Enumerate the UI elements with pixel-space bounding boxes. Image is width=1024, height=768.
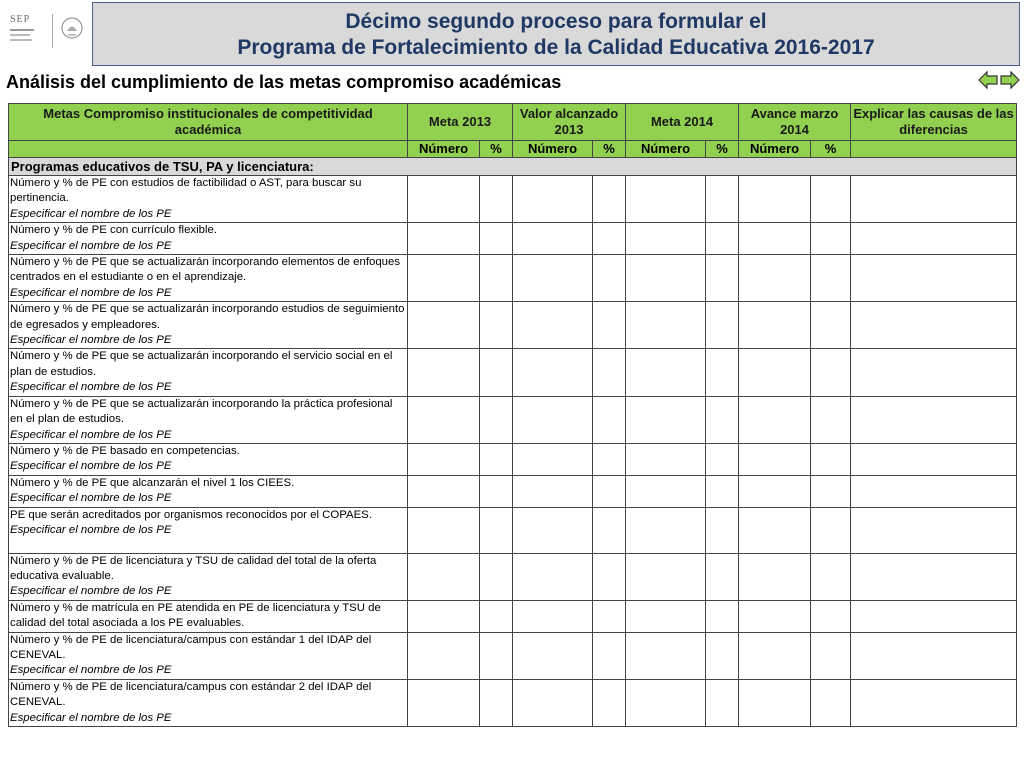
cell-meta2013-percent[interactable] xyxy=(480,553,513,600)
cell-explicar[interactable] xyxy=(851,255,1017,302)
cell-avance-numero[interactable] xyxy=(739,443,811,475)
cell-meta2013-percent[interactable] xyxy=(480,302,513,349)
cell-avance-numero[interactable] xyxy=(739,302,811,349)
cell-avance-percent[interactable] xyxy=(811,302,851,349)
cell-meta2013-percent[interactable] xyxy=(480,223,513,255)
meta-description: Número y % de PE que se actualizarán incorporando el servicio social en el plan de estudios. Especificar el nombre de los PE xyxy=(9,349,408,396)
cell-valor-numero[interactable] xyxy=(513,396,593,443)
header-metas: Metas Compromiso institucionales de competitividad académica xyxy=(9,104,408,141)
table-row xyxy=(9,223,1017,255)
subheader-numero: Número xyxy=(626,141,706,158)
subheader-percent: % xyxy=(480,141,513,158)
logo-divider xyxy=(52,14,53,48)
cell-avance-percent[interactable] xyxy=(811,223,851,255)
cell-valor-percent[interactable] xyxy=(593,679,626,726)
arrow-right-icon[interactable] xyxy=(1000,70,1020,90)
cell-valor-numero[interactable] xyxy=(513,507,593,553)
cell-meta2014-numero[interactable] xyxy=(626,302,706,349)
table-row xyxy=(9,507,1017,553)
cell-avance-numero[interactable] xyxy=(739,223,811,255)
cell-explicar[interactable] xyxy=(851,553,1017,600)
cell-meta2013-numero[interactable] xyxy=(408,396,480,443)
cell-avance-percent[interactable] xyxy=(811,553,851,600)
cell-avance-numero[interactable] xyxy=(739,679,811,726)
cell-meta2013-numero[interactable] xyxy=(408,443,480,475)
cell-meta2014-numero[interactable] xyxy=(626,679,706,726)
cell-meta2013-percent[interactable] xyxy=(480,632,513,679)
meta-description: Número y % de PE con currículo flexible. Especificar el nombre de los PE xyxy=(9,223,408,255)
table-row xyxy=(9,632,1017,679)
cell-avance-percent[interactable] xyxy=(811,255,851,302)
header-avance: Avance marzo 2014 xyxy=(739,104,851,141)
cell-valor-percent[interactable] xyxy=(593,396,626,443)
cell-valor-percent[interactable] xyxy=(593,600,626,632)
cell-avance-percent[interactable] xyxy=(811,507,851,553)
cell-explicar[interactable] xyxy=(851,507,1017,553)
cell-meta2014-percent[interactable] xyxy=(706,600,739,632)
cell-avance-percent[interactable] xyxy=(811,396,851,443)
cell-meta2014-numero[interactable] xyxy=(626,255,706,302)
cell-meta2013-numero[interactable] xyxy=(408,475,480,507)
cell-meta2014-numero[interactable] xyxy=(626,632,706,679)
cell-valor-numero[interactable] xyxy=(513,632,593,679)
cell-meta2014-percent[interactable] xyxy=(706,302,739,349)
header-valor-alcanzado: Valor alcanzado 2013 xyxy=(513,104,626,141)
cell-avance-percent[interactable] xyxy=(811,679,851,726)
cell-valor-percent[interactable] xyxy=(593,349,626,396)
cell-meta2013-percent[interactable] xyxy=(480,176,513,223)
cell-valor-percent[interactable] xyxy=(593,632,626,679)
cell-valor-numero[interactable] xyxy=(513,553,593,600)
cell-avance-numero[interactable] xyxy=(739,632,811,679)
cell-avance-percent[interactable] xyxy=(811,632,851,679)
cell-meta2014-numero[interactable] xyxy=(626,349,706,396)
cell-meta2013-numero[interactable] xyxy=(408,600,480,632)
cell-meta2013-numero[interactable] xyxy=(408,176,480,223)
title-line-1: Décimo segundo proceso para formular el xyxy=(345,10,767,33)
cell-valor-percent[interactable] xyxy=(593,176,626,223)
cell-valor-numero[interactable] xyxy=(513,302,593,349)
cell-valor-numero[interactable] xyxy=(513,600,593,632)
subheader-blank xyxy=(9,141,408,158)
cell-meta2013-numero[interactable] xyxy=(408,255,480,302)
cell-valor-numero[interactable] xyxy=(513,176,593,223)
table-row xyxy=(9,176,1017,223)
cell-meta2014-numero[interactable] xyxy=(626,443,706,475)
cell-meta2013-percent[interactable] xyxy=(480,679,513,726)
header-meta-2013: Meta 2013 xyxy=(408,104,513,141)
cell-avance-numero[interactable] xyxy=(739,396,811,443)
cell-avance-numero[interactable] xyxy=(739,255,811,302)
meta-description: Número y % de PE basado en competencias. Especificar el nombre de los PE xyxy=(9,443,408,475)
section-title: Programas educativos de TSU, PA y licenciatura: xyxy=(9,158,1017,176)
table-row xyxy=(9,600,1017,632)
cell-meta2013-percent[interactable] xyxy=(480,507,513,553)
coat-of-arms-icon xyxy=(60,16,84,42)
cell-avance-numero[interactable] xyxy=(739,475,811,507)
cell-meta2014-percent[interactable] xyxy=(706,176,739,223)
sep-logo-text: SEP xyxy=(10,14,31,25)
cell-explicar[interactable] xyxy=(851,302,1017,349)
cell-valor-percent[interactable] xyxy=(593,443,626,475)
cell-avance-percent[interactable] xyxy=(811,475,851,507)
cell-explicar[interactable] xyxy=(851,349,1017,396)
cell-valor-numero[interactable] xyxy=(513,255,593,302)
table-row xyxy=(9,553,1017,600)
cell-meta2014-percent[interactable] xyxy=(706,255,739,302)
cell-meta2014-numero[interactable] xyxy=(626,553,706,600)
cell-meta2013-percent[interactable] xyxy=(480,475,513,507)
meta-description: Número y % de PE de licenciatura y TSU de calidad del total de la oferta educativa evaluable. Especificar el nombre de los PE xyxy=(9,553,408,600)
cell-meta2013-percent[interactable] xyxy=(480,349,513,396)
cell-valor-numero[interactable] xyxy=(513,475,593,507)
cell-meta2013-numero[interactable] xyxy=(408,679,480,726)
cell-meta2013-percent[interactable] xyxy=(480,255,513,302)
meta-description: Número y % de matrícula en PE atendida en PE de licenciatura y TSU de calidad del total asociada a los PE evaluables. xyxy=(9,600,408,632)
cell-meta2014-numero[interactable] xyxy=(626,223,706,255)
meta-description: Número y % de PE de licenciatura/campus con estándar 1 del IDAP del CENEVAL. Especificar el nombre de los PE xyxy=(9,632,408,679)
cell-meta2013-percent[interactable] xyxy=(480,600,513,632)
cell-meta2014-numero[interactable] xyxy=(626,475,706,507)
title-line-2: Programa de Fortalecimiento de la Calidad Educativa 2016-2017 xyxy=(237,36,875,59)
meta-description: Número y % de PE que se actualizarán incorporando elementos de enfoques centrados en el estudiante o en el aprendizaje. Especificar el nombre de los PE xyxy=(9,255,408,302)
cell-meta2013-percent[interactable] xyxy=(480,396,513,443)
table-row xyxy=(9,302,1017,349)
metas-table xyxy=(8,103,1017,727)
cell-meta2013-numero[interactable] xyxy=(408,632,480,679)
subheader-percent: % xyxy=(811,141,851,158)
cell-explicar[interactable] xyxy=(851,632,1017,679)
subheader-percent: % xyxy=(593,141,626,158)
cell-explicar[interactable] xyxy=(851,600,1017,632)
cell-meta2013-numero[interactable] xyxy=(408,507,480,553)
cell-valor-percent[interactable] xyxy=(593,475,626,507)
cell-valor-numero[interactable] xyxy=(513,349,593,396)
header-explicar: Explicar las causas de las diferencias xyxy=(851,104,1017,141)
cell-valor-percent[interactable] xyxy=(593,302,626,349)
arrow-left-icon[interactable] xyxy=(978,70,998,90)
cell-meta2014-numero[interactable] xyxy=(626,396,706,443)
cell-avance-numero[interactable] xyxy=(739,176,811,223)
cell-meta2013-numero[interactable] xyxy=(408,349,480,396)
cell-meta2014-numero[interactable] xyxy=(626,176,706,223)
cell-avance-percent[interactable] xyxy=(811,176,851,223)
table-row xyxy=(9,255,1017,302)
meta-description: Número y % de PE que alcanzarán el nivel 1 los CIEES. Especificar el nombre de los PE xyxy=(9,475,408,507)
meta-description: PE que serán acreditados por organismos reconocidos por el COPAES. Especificar el nombre de los PE xyxy=(9,507,408,553)
title-banner xyxy=(92,2,1020,66)
cell-meta2014-numero[interactable] xyxy=(626,600,706,632)
table-row xyxy=(9,679,1017,726)
cell-meta2013-numero[interactable] xyxy=(408,302,480,349)
subheader-blank xyxy=(851,141,1017,158)
subheader-numero: Número xyxy=(739,141,811,158)
cell-meta2014-percent[interactable] xyxy=(706,507,739,553)
cell-explicar[interactable] xyxy=(851,176,1017,223)
cell-meta2014-percent[interactable] xyxy=(706,475,739,507)
cell-avance-numero[interactable] xyxy=(739,349,811,396)
header-meta-2014: Meta 2014 xyxy=(626,104,739,141)
table-row xyxy=(9,443,1017,475)
cell-meta2014-numero[interactable] xyxy=(626,507,706,553)
cell-meta2014-percent[interactable] xyxy=(706,553,739,600)
cell-meta2014-percent[interactable] xyxy=(706,679,739,726)
table-row xyxy=(9,396,1017,443)
cell-valor-percent[interactable] xyxy=(593,507,626,553)
cell-avance-percent[interactable] xyxy=(811,600,851,632)
table-row xyxy=(9,349,1017,396)
cell-meta2014-percent[interactable] xyxy=(706,396,739,443)
sep-logo-mark xyxy=(10,14,36,50)
cell-valor-percent[interactable] xyxy=(593,553,626,600)
cell-explicar[interactable] xyxy=(851,223,1017,255)
meta-description: Número y % de PE de licenciatura/campus con estándar 2 del IDAP del CENEVAL. Especificar el nombre de los PE xyxy=(9,679,408,726)
cell-meta2014-percent[interactable] xyxy=(706,443,739,475)
table-row xyxy=(9,475,1017,507)
cell-explicar[interactable] xyxy=(851,475,1017,507)
slide-navigation xyxy=(978,70,1022,90)
cell-meta2013-numero[interactable] xyxy=(408,553,480,600)
cell-valor-percent[interactable] xyxy=(593,223,626,255)
cell-meta2014-percent[interactable] xyxy=(706,632,739,679)
cell-meta2014-percent[interactable] xyxy=(706,349,739,396)
meta-description: Número y % de PE que se actualizarán incorporando estudios de seguimiento de egresados y empleadores. Especificar el nombre de los PE xyxy=(9,302,408,349)
subheader-percent: % xyxy=(706,141,739,158)
cell-avance-percent[interactable] xyxy=(811,349,851,396)
cell-avance-percent[interactable] xyxy=(811,443,851,475)
cell-avance-numero[interactable] xyxy=(739,600,811,632)
cell-valor-numero[interactable] xyxy=(513,223,593,255)
cell-meta2014-percent[interactable] xyxy=(706,223,739,255)
cell-valor-percent[interactable] xyxy=(593,255,626,302)
cell-avance-numero[interactable] xyxy=(739,507,811,553)
cell-explicar[interactable] xyxy=(851,443,1017,475)
meta-description: Número y % de PE que se actualizarán incorporando la práctica profesional en el plan de estudios. Especificar el nombre de los PE xyxy=(9,396,408,443)
cell-valor-numero[interactable] xyxy=(513,679,593,726)
cell-explicar[interactable] xyxy=(851,396,1017,443)
cell-avance-numero[interactable] xyxy=(739,553,811,600)
page-subtitle: Análisis del cumplimiento de las metas compromiso académicas xyxy=(6,72,562,92)
cell-meta2013-percent[interactable] xyxy=(480,443,513,475)
meta-description: Número y % de PE con estudios de factibilidad o AST, para buscar su pertinencia. Especificar el nombre de los PE xyxy=(9,176,408,223)
cell-valor-numero[interactable] xyxy=(513,443,593,475)
subheader-numero: Número xyxy=(513,141,593,158)
cell-meta2013-numero[interactable] xyxy=(408,223,480,255)
subheader-numero: Número xyxy=(408,141,480,158)
sep-logo xyxy=(2,2,90,66)
cell-explicar[interactable] xyxy=(851,679,1017,726)
